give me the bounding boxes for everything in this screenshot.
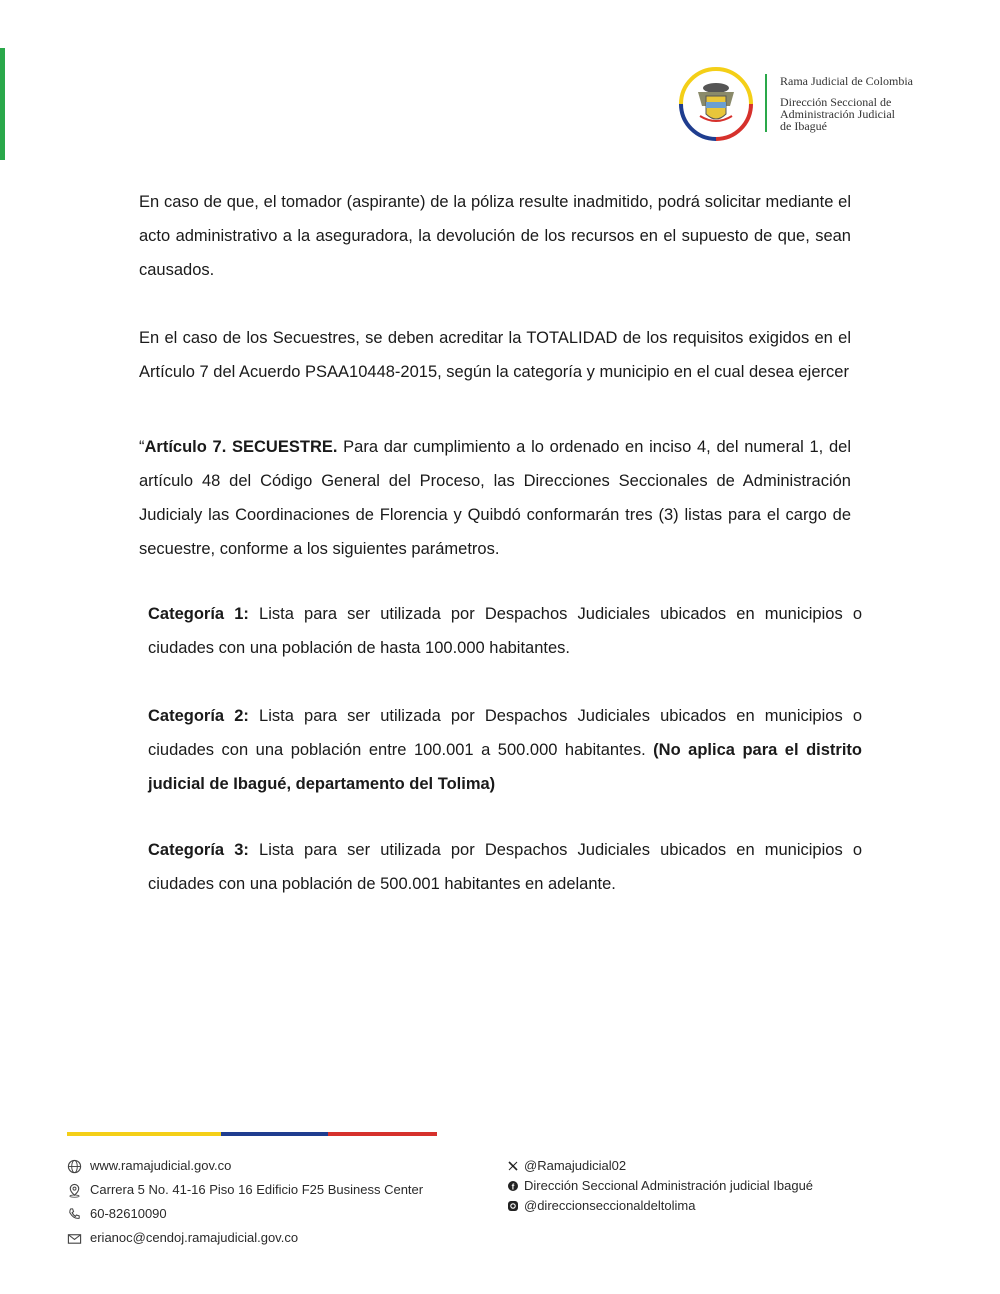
- instagram-icon: [508, 1201, 518, 1211]
- facebook-icon: [508, 1181, 518, 1191]
- footer-stripe-yellow: [67, 1132, 221, 1136]
- category-3-label: Categoría 3:: [148, 841, 249, 859]
- logo-subtitle-1: Dirección Seccional de: [780, 95, 892, 109]
- logo-text: [780, 74, 980, 132]
- logo-subtitle-2: Administración Judicial: [780, 107, 895, 121]
- footer-facebook[interactable]: [508, 1178, 813, 1194]
- category-3: [148, 833, 862, 901]
- mail-icon: [67, 1231, 82, 1246]
- phone-number[interactable]: 60-82610090: [90, 1206, 167, 1221]
- category-2-text: Lista para ser utilizada por Despachos Judiciales ubicados en municipios o ciudades con una población entre 100.001 a 500.000 habitantes.: [148, 707, 863, 759]
- category-1: [148, 597, 862, 665]
- x-twitter-icon: [508, 1161, 518, 1171]
- footer-instagram[interactable]: [508, 1198, 695, 1214]
- facebook-page[interactable]: Dirección Seccional Administración judicial Ibagué: [524, 1178, 814, 1193]
- email-link[interactable]: erianoc@cendoj.ramajudicial.gov.co: [90, 1230, 299, 1245]
- paragraph-devolucion: En caso de que, el tomador (aspirante) de la póliza resulte inadmitido, podrá solicitar mediante el acto administrativo a la aseguradora, la devolución de los recursos en el supuesto de que, sean causados.: [139, 193, 851, 279]
- paragraph-secuestres: En el caso de los Secuestres, se deben acreditar la TOTALIDAD de los requisitos exigidos en el Artículo 7 del Acuerdo PSAA10448-2015, según la categoría y municipio en el cual desea ejercer: [139, 329, 851, 381]
- footer-address: [67, 1182, 423, 1198]
- footer-phone[interactable]: [67, 1206, 167, 1222]
- category-2-note: (No aplica para el distrito judicial de Ibagué, departamento del Tolima): [148, 741, 862, 793]
- footer-email[interactable]: [67, 1230, 298, 1246]
- twitter-handle[interactable]: @Ramajudicial02: [524, 1158, 627, 1173]
- web-link[interactable]: www.ramajudicial.gov.co: [90, 1158, 232, 1173]
- quote-mark: “: [139, 438, 145, 456]
- category-3-text: Lista para ser utilizada por Despachos Judiciales ubicados en municipios o ciudades con una población de 500.001 habitantes en adelante.: [148, 841, 863, 893]
- category-2-label: Categoría 2:: [148, 707, 249, 725]
- instagram-handle[interactable]: @direccionseccionaldeltolima: [524, 1198, 696, 1213]
- footer-twitter[interactable]: [508, 1158, 626, 1174]
- phone-icon: [67, 1207, 82, 1222]
- footer-web[interactable]: [67, 1158, 231, 1174]
- svg-text:f: f: [511, 1182, 515, 1191]
- footer-stripe-red: [328, 1132, 437, 1136]
- header-logo: [678, 66, 978, 146]
- logo-subtitle-3: de Ibagué: [780, 119, 827, 133]
- article-text: Para dar cumplimiento a lo ordenado en inciso 4, del numeral 1, del artículo 48 del Código General del Proceso, las Direcciones Seccionales de Administración Judicialy las Coordinaciones de Florencia y Quibdó conformarán tres (3) listas para el cargo de secuestre, conforme a los siguientes parámetros.: [139, 438, 851, 558]
- location-pin-icon: [67, 1183, 82, 1198]
- address-text: Carrera 5 No. 41-16 Piso 16 Edificio F25 Business Center: [90, 1182, 424, 1197]
- paragraph-articulo-7: [139, 430, 851, 566]
- logo-divider: [765, 74, 767, 132]
- article-heading: Artículo 7. SECUESTRE.: [144, 438, 338, 456]
- category-2: [148, 699, 862, 801]
- category-1-label: Categoría 1:: [148, 605, 249, 623]
- coat-of-arms-icon: [678, 66, 754, 142]
- globe-icon: [67, 1159, 82, 1174]
- category-1-text: Lista para ser utilizada por Despachos Judiciales ubicados en municipios o ciudades con una población de hasta 100.000 habitantes.: [148, 605, 863, 657]
- side-accent-bar: [0, 48, 5, 160]
- footer-stripe-blue: [221, 1132, 328, 1136]
- logo-title: Rama Judicial de Colombia: [780, 74, 913, 88]
